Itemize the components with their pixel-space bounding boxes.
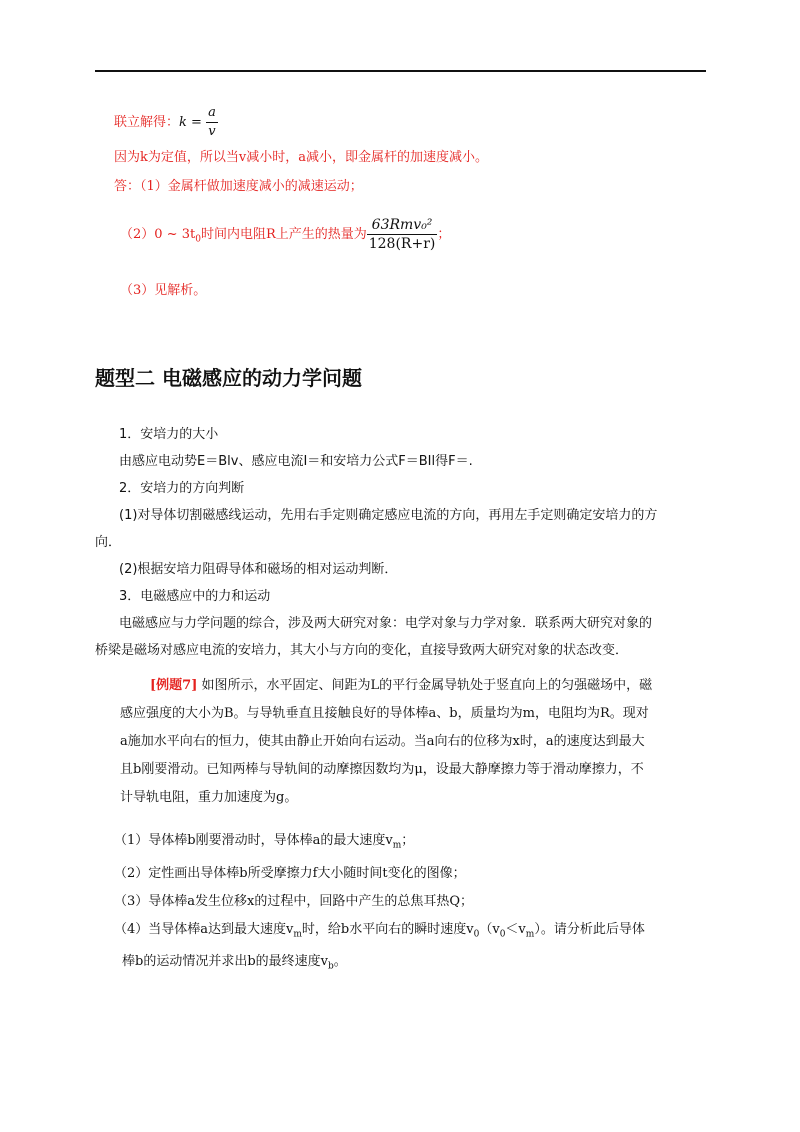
answer-line-2: 因为k为定值，所以当v减小时，a减小，即金属杆的加速度减小。 [114,150,488,165]
theory-p1: 1．安培力的大小 [119,427,219,442]
theory-p7a: 电磁感应与力学问题的综合，涉及两大研究对象：电学对象与力学对象．联系两大研究对象的 [119,616,653,631]
q1-sub: m [392,840,402,851]
theory-p3: 2．安培力的方向判断 [119,481,245,496]
question-3: （3）导体棒a发生位移x的过程中，回路中产生的总焦耳热Q； [114,893,474,909]
question-4a [114,916,710,949]
q4-part4: ＜v [505,921,526,937]
theory-p4a: (1)对导体切割磁感线运动，先用右手定则确定感应电流的方向，再用左手定则确定安培力的方 [119,508,658,523]
q4-sub1: m [293,929,302,940]
theory-p6: 3．电磁感应中的力和运动 [119,589,271,604]
questions-block [114,827,710,981]
q1-text: （1）导体棒b刚要滑动时，导体棒a的最大速度v [114,833,393,848]
answer-line-1 [114,104,218,141]
example-l2: 感应强度的大小为B。与导轨垂直且接触良好的导体棒a、b，质量均为m，电阻均为R。现对 [120,706,649,721]
theory-p7b: 桥梁是磁场对感应电流的安培力，其大小与方向的变化，直接导致两大研究对象的状态改变． [95,643,629,658]
q4-part5: ）。请分析此后导体 [534,921,645,937]
equals-sign: = [186,115,207,130]
question-1 [114,827,710,860]
fraction-k-denominator: v [206,122,218,141]
example-block [120,672,710,812]
answer-line-3: 答：（1）金属杆做加速度减小的减速运动； [114,179,363,194]
q4-sub2: 0 [473,929,480,940]
example-l3: a施加水平向右的恒力，使其由静止开始向右运动。当a向右的位移为x时，a的速度达到最大 [120,734,645,749]
heat-denominator: 128(R+r) [368,236,436,252]
theory-p5: (2)根据安培力阻碍导体和磁场的相对运动判断． [119,562,398,577]
q4b-part1: 棒b的运动情况并求出b的最终速度v [122,954,328,970]
answer-4-mid: 时间内电阻R上产生的热量为 [200,227,367,242]
answer-line-5: （3）见解析。 [120,283,207,298]
answer-4-prefix: （2）0 ~ 3t [120,227,196,242]
example-l5: 计导轨电阻，重力加速度为g。 [120,790,298,805]
example-l1: 如图所示，水平固定、间距为L的平行金属导轨处于竖直向上的匀强磁场中，磁 [201,678,653,693]
example-label: [例题7] [150,678,198,693]
fraction-k [206,104,218,141]
heat-numerator: 63Rmv₀² [371,217,433,233]
question-4b [114,948,710,981]
q4-part3: （v [479,921,500,937]
q4-part1: （4）当导体棒a达到最大速度v [114,921,294,937]
q1-end: ； [401,833,415,848]
example-l4: 且b刚要滑动。已知两棒与导轨间的动摩擦因数均为μ，设最大静摩擦力等于滑动摩擦力，不 [120,762,644,777]
q4-sub3: 0 [499,929,506,940]
q4-sub4: m [525,929,535,940]
q4b-part2: 。 [333,954,347,970]
example-line-1 [120,672,710,700]
theory-block [95,426,707,669]
k-variable: k [179,115,187,130]
answer-prefix: 联立解得： [114,115,180,130]
theory-p4b: 向． [95,535,122,550]
heat-fraction [367,216,438,253]
question-2: （2）定性画出导体棒b所受摩擦力f大小随时间t变化的图像； [114,865,466,881]
section-title: 题型二 电磁感应的动力学问题 [95,366,362,390]
q4-part2: 时，给b水平向右的瞬时速度v [301,921,474,937]
q4b-sub: b [328,961,334,972]
answer-4-sub: 0 [195,234,201,245]
theory-p2: 由感应电动势E＝Blv、感应电流I＝和安培力公式F＝BIl得F＝. [119,454,473,469]
fraction-k-numerator: a [208,105,216,120]
header-rule [95,70,706,72]
answer-line-4 [120,216,450,253]
answer-4-end: ； [437,227,451,242]
